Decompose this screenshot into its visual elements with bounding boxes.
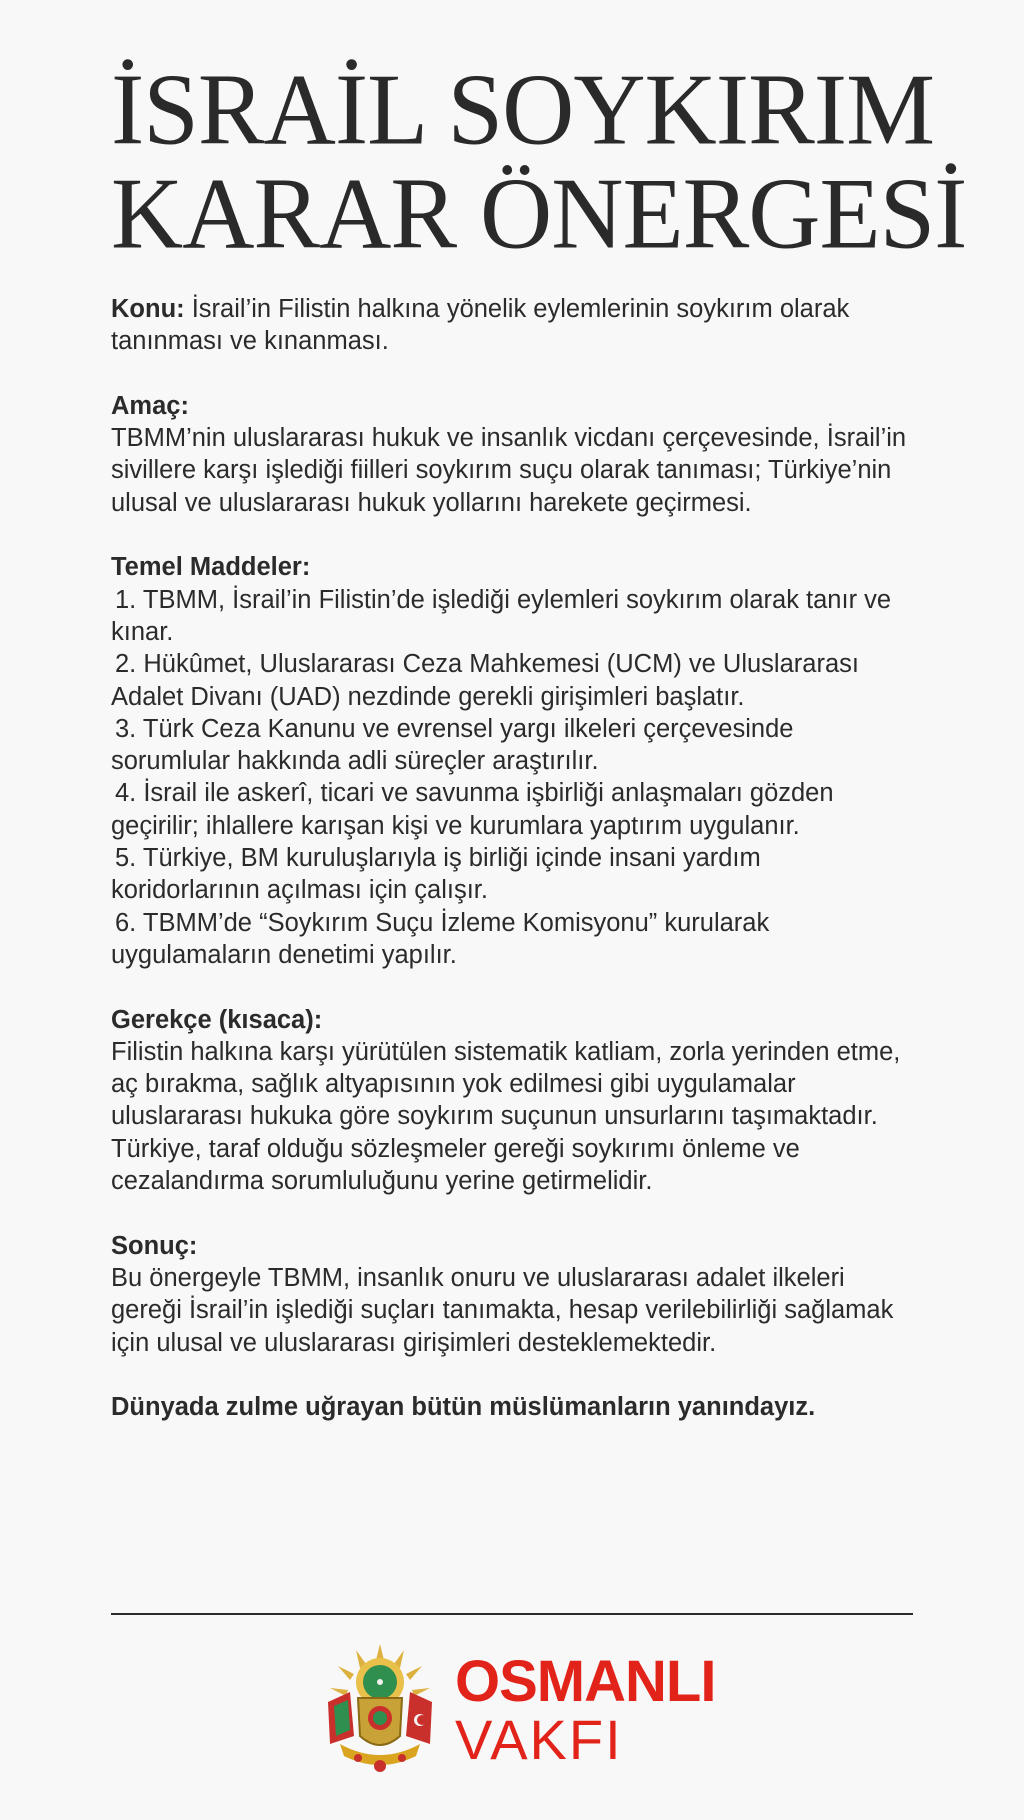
closing-statement: Dünyada zulme uğrayan bütün müslümanların yanındayız. (111, 1393, 816, 1422)
osmanli-vakfi-logo (320, 1640, 720, 1780)
title-line-1: İSRAİL SOYKIRIM (111, 52, 934, 167)
spacer (111, 519, 913, 551)
gerekce-label: Gerekçe (kısaca): (111, 1005, 323, 1034)
konu-label: Konu: (111, 295, 185, 323)
list-item (111, 777, 913, 842)
amac-text: TBMM’nin uluslararası hukuk ve insanlık vicdanı çerçevesinde, İsrail’in sivillere karşı işlediği fiilleri soykırım suçu olarak tanıması; Türkiye’nin ulusal ve uluslararası hukuk yollarını harekete geçirmesi. (111, 424, 907, 517)
amac-label: Amaç: (111, 391, 189, 420)
list-item-text: 1. TBMM, İsrail’in Filistin’de işlediği eylemleri soykırım olarak tanır ve kınar. (111, 585, 892, 646)
gerekce-text: Filistin halkına karşı yürütülen sistematik katliam, zorla yerinden etme, aç bırakma, sağlık altyapısının yok edilmesi gibi uygulamalar uluslararası hukuka göre soykırım suçunun unsurlarını taşımaktadır. Türkiye, taraf olduğu sözleşmeler gereği soykırımı önleme ve cezalandırma sorumluluğunu yerine getirmelidir. (111, 1037, 901, 1196)
list-item-text: 4. İsrail ile askerî, ticari ve savunma işbirliği anlaşmaları gözden geçirilir; ihlallere karışan kişi ve kurumlara yaptırım uygulanır. (111, 779, 834, 840)
list-item-text: 6. TBMM’de “Soykırım Suçu İzleme Komisyonu” kurularak uygulamaların denetimi yapılır. (111, 908, 770, 969)
spacer (111, 971, 913, 1003)
temel-maddeler-label: Temel Maddeler: (111, 553, 311, 582)
konu-text: İsrail’in Filistin halkına yönelik eylemlerinin soykırım olarak tanınması ve kınanması. (111, 295, 850, 356)
list-item (111, 842, 913, 907)
divider (111, 1613, 913, 1615)
spacer (111, 1359, 913, 1391)
ottoman-coat-of-arms-icon (320, 1640, 440, 1775)
document-body (111, 293, 913, 1423)
list-item (111, 907, 913, 972)
list-item (111, 648, 913, 713)
temel-maddeler-list (111, 584, 913, 972)
list-item-text: 5. Türkiye, BM kuruluşlarıyla iş birliği içinde insani yardım koridorlarının açılması için çalışır. (111, 844, 761, 905)
list-item (111, 584, 913, 649)
title-line-2: KARAR ÖNERGESİ (111, 156, 967, 271)
list-item-text: 2. Hükûmet, Uluslararası Ceza Mahkemesi (UCM) ve Uluslararası Adalet Divanı (UAD) nezdinde gerekli girişimleri başlatır. (111, 650, 859, 711)
brand-wordmark (455, 1649, 716, 1771)
brand-line-2: VAKFI (455, 1708, 623, 1771)
document-title (111, 52, 967, 271)
brand-line-1: OSMANLI (455, 1649, 716, 1714)
sonuc-label: Sonuç: (111, 1231, 198, 1260)
sonuc-text: Bu önergeyle TBMM, insanlık onuru ve uluslararası adalet ilkeleri gereği İsrail’in işlediği suçları tanımakta, hesap verilebilirliği sağlamak için ulusal ve uluslararası girişimleri desteklemektedir. (111, 1263, 894, 1357)
spacer (111, 358, 913, 390)
list-item (111, 713, 913, 778)
spacer (111, 1197, 913, 1229)
konu-paragraph (111, 293, 913, 358)
list-item-text: 3. Türk Ceza Kanunu ve evrensel yargı ilkeleri çerçevesinde sorumlular hakkında adli süreçler araştırılır. (111, 714, 794, 776)
